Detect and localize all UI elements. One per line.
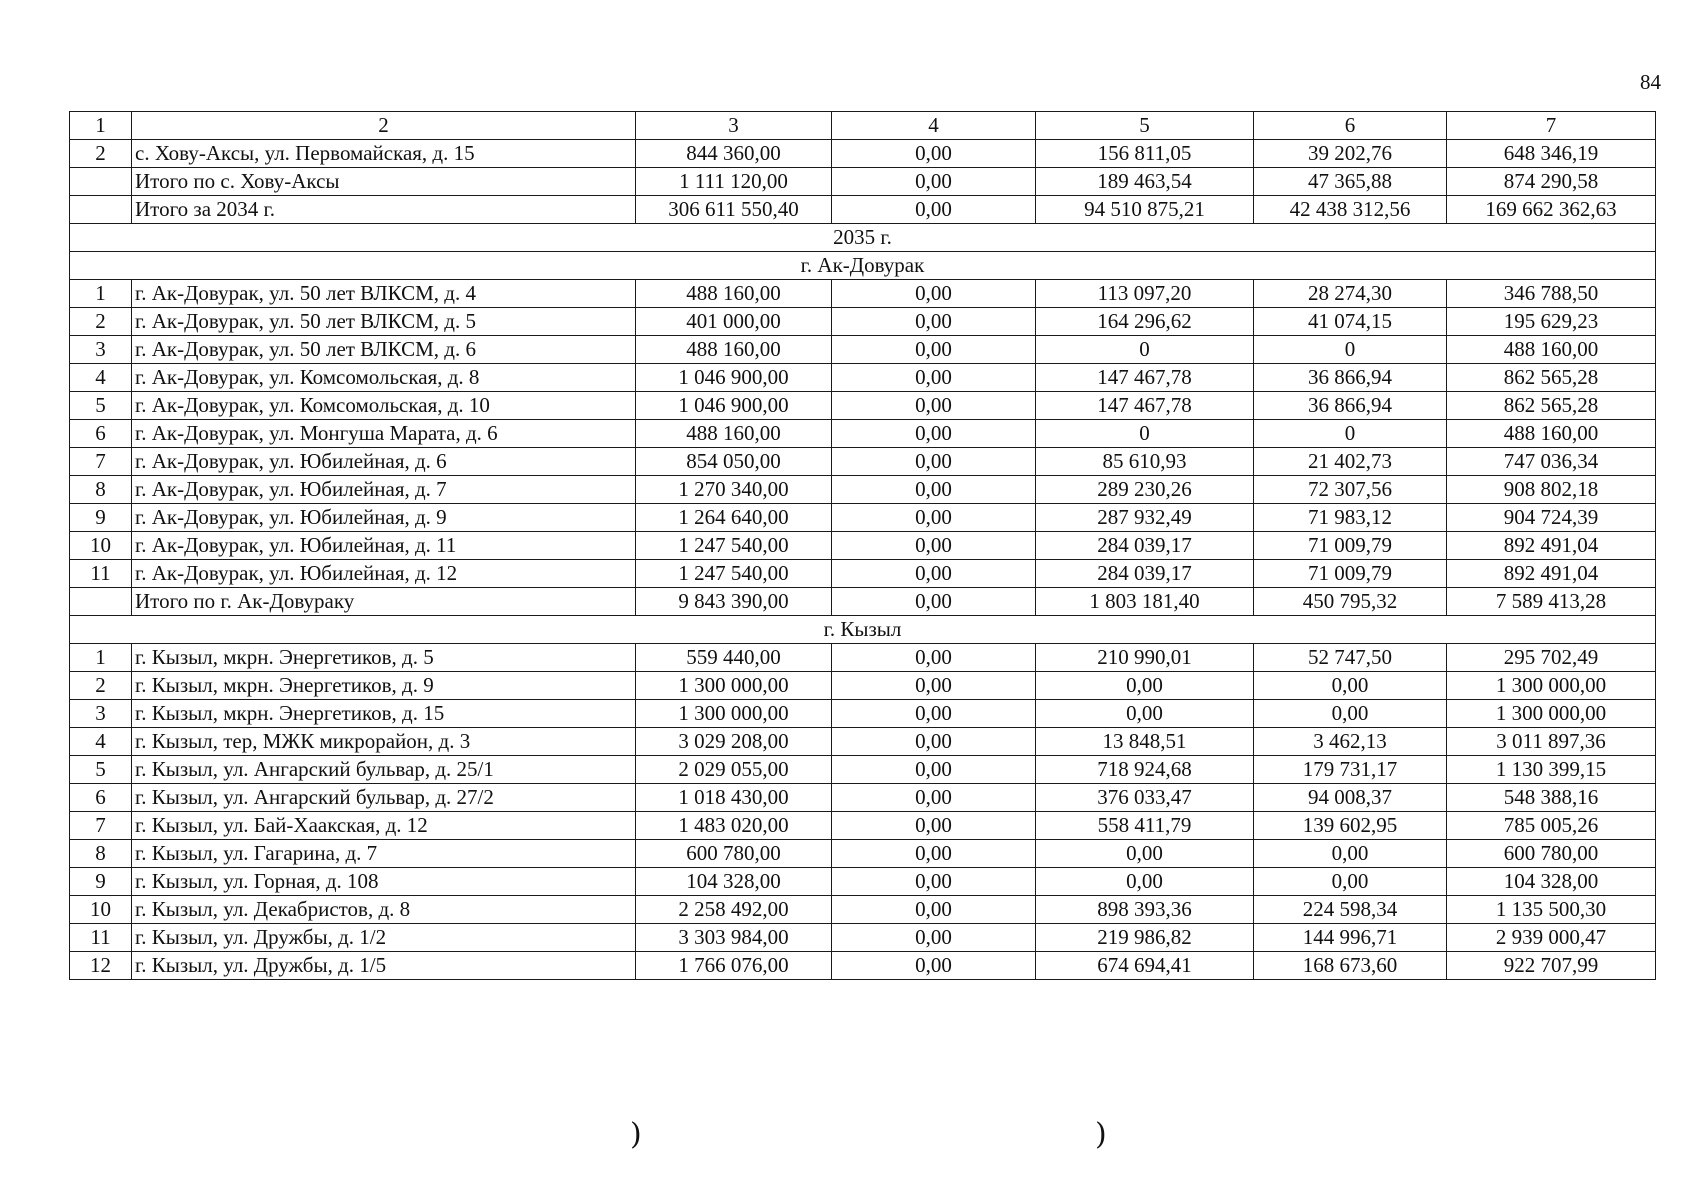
row-number-cell: 2 xyxy=(70,308,132,336)
header-cell-7: 7 xyxy=(1447,112,1656,140)
local-budget-cell: 47 365,88 xyxy=(1254,168,1447,196)
address-cell: г. Ак-Довурак, ул. 50 лет ВЛКСМ, д. 4 xyxy=(132,280,636,308)
section-title: г. Кызыл xyxy=(70,616,1656,644)
row-number-cell: 5 xyxy=(70,392,132,420)
local-budget-cell: 71 009,79 xyxy=(1254,532,1447,560)
fund-cell: 0,00 xyxy=(832,812,1036,840)
row-number-cell: 1 xyxy=(70,644,132,672)
total-cost-cell: 488 160,00 xyxy=(636,336,832,364)
owners-cell: 892 491,04 xyxy=(1447,560,1656,588)
budget-cell: 898 393,36 xyxy=(1036,896,1254,924)
total-cost-cell: 1 247 540,00 xyxy=(636,560,832,588)
local-budget-cell: 0,00 xyxy=(1254,700,1447,728)
address-cell: г. Ак-Довурак, ул. Юбилейная, д. 11 xyxy=(132,532,636,560)
row-number-cell: 6 xyxy=(70,784,132,812)
address-cell: г. Кызыл, ул. Ангарский бульвар, д. 25/1 xyxy=(132,756,636,784)
total-cost-cell: 1 270 340,00 xyxy=(636,476,832,504)
total-cost-cell: 3 303 984,00 xyxy=(636,924,832,952)
table-body xyxy=(70,140,1656,980)
table-row xyxy=(70,728,1656,756)
address-cell: г. Кызыл, мкрн. Энергетиков, д. 9 xyxy=(132,672,636,700)
budget-cell: 0,00 xyxy=(1036,700,1254,728)
budget-cell: 0,00 xyxy=(1036,672,1254,700)
table-row xyxy=(70,560,1656,588)
fund-cell: 0,00 xyxy=(832,952,1036,980)
owners-cell: 862 565,28 xyxy=(1447,392,1656,420)
row-number-cell: 9 xyxy=(70,504,132,532)
owners-cell: 346 788,50 xyxy=(1447,280,1656,308)
address-cell: г. Ак-Довурак, ул. Комсомольская, д. 8 xyxy=(132,364,636,392)
budget-cell: 189 463,54 xyxy=(1036,168,1254,196)
address-cell: г. Кызыл, мкрн. Энергетиков, д. 15 xyxy=(132,700,636,728)
address-cell: г. Ак-Довурак, ул. Юбилейная, д. 6 xyxy=(132,448,636,476)
budget-cell: 1 803 181,40 xyxy=(1036,588,1254,616)
owners-cell: 922 707,99 xyxy=(1447,952,1656,980)
total-cost-cell: 1 046 900,00 xyxy=(636,364,832,392)
local-budget-cell: 3 462,13 xyxy=(1254,728,1447,756)
budget-cell: 289 230,26 xyxy=(1036,476,1254,504)
total-cost-cell: 401 000,00 xyxy=(636,308,832,336)
total-cost-cell: 9 843 390,00 xyxy=(636,588,832,616)
address-cell: г. Кызыл, тер, МЖК микрорайон, д. 3 xyxy=(132,728,636,756)
local-budget-cell: 450 795,32 xyxy=(1254,588,1447,616)
table-row xyxy=(70,952,1656,980)
local-budget-cell: 28 274,30 xyxy=(1254,280,1447,308)
fund-cell: 0,00 xyxy=(832,924,1036,952)
budget-cell: 0,00 xyxy=(1036,840,1254,868)
total-cost-cell: 1 483 020,00 xyxy=(636,812,832,840)
budget-table xyxy=(69,111,1656,980)
fund-cell: 0,00 xyxy=(832,672,1036,700)
local-budget-cell: 0 xyxy=(1254,420,1447,448)
table-row xyxy=(70,700,1656,728)
table-row xyxy=(70,672,1656,700)
header-cell-4: 4 xyxy=(832,112,1036,140)
section-header-row xyxy=(70,224,1656,252)
local-budget-cell: 0,00 xyxy=(1254,840,1447,868)
address-cell: г. Кызыл, ул. Декабристов, д. 8 xyxy=(132,896,636,924)
section-title: г. Ак-Довурак xyxy=(70,252,1656,280)
address-cell: г. Кызыл, ул. Дружбы, д. 1/2 xyxy=(132,924,636,952)
table-row xyxy=(70,840,1656,868)
row-number-cell: 11 xyxy=(70,560,132,588)
budget-cell: 718 924,68 xyxy=(1036,756,1254,784)
header-cell-1: 1 xyxy=(70,112,132,140)
row-number-cell: 4 xyxy=(70,728,132,756)
total-cost-cell: 104 328,00 xyxy=(636,868,832,896)
row-number-cell: 12 xyxy=(70,952,132,980)
owners-cell: 785 005,26 xyxy=(1447,812,1656,840)
table-row xyxy=(70,644,1656,672)
budget-cell: 674 694,41 xyxy=(1036,952,1254,980)
fund-cell: 0,00 xyxy=(832,140,1036,168)
row-number-cell: 3 xyxy=(70,336,132,364)
fund-cell: 0,00 xyxy=(832,476,1036,504)
fund-cell: 0,00 xyxy=(832,392,1036,420)
fund-cell: 0,00 xyxy=(832,700,1036,728)
fund-cell: 0,00 xyxy=(832,644,1036,672)
address-cell: г. Ак-Довурак, ул. 50 лет ВЛКСМ, д. 5 xyxy=(132,308,636,336)
fund-cell: 0,00 xyxy=(832,168,1036,196)
local-budget-cell: 0,00 xyxy=(1254,868,1447,896)
header-cell-2: 2 xyxy=(132,112,636,140)
budget-cell: 210 990,01 xyxy=(1036,644,1254,672)
address-cell: г. Кызыл, ул. Гагарина, д. 7 xyxy=(132,840,636,868)
table-row xyxy=(70,476,1656,504)
owners-cell: 600 780,00 xyxy=(1447,840,1656,868)
owners-cell: 862 565,28 xyxy=(1447,364,1656,392)
local-budget-cell: 0 xyxy=(1254,336,1447,364)
total-cost-cell: 488 160,00 xyxy=(636,420,832,448)
table-row xyxy=(70,168,1656,196)
row-number-cell: 7 xyxy=(70,448,132,476)
row-number-cell: 3 xyxy=(70,700,132,728)
total-cost-cell: 2 258 492,00 xyxy=(636,896,832,924)
footer-mark-right: ) xyxy=(1095,1117,1107,1152)
address-cell: г. Кызыл, ул. Ангарский бульвар, д. 27/2 xyxy=(132,784,636,812)
total-cost-cell: 1 264 640,00 xyxy=(636,504,832,532)
table-row xyxy=(70,336,1656,364)
address-cell: с. Хову-Аксы, ул. Первомайская, д. 15 xyxy=(132,140,636,168)
address-cell: г. Ак-Довурак, ул. Юбилейная, д. 12 xyxy=(132,560,636,588)
table-row xyxy=(70,504,1656,532)
table-row xyxy=(70,896,1656,924)
budget-cell: 0 xyxy=(1036,336,1254,364)
total-cost-cell: 1 247 540,00 xyxy=(636,532,832,560)
row-number-cell: 4 xyxy=(70,364,132,392)
fund-cell: 0,00 xyxy=(832,588,1036,616)
fund-cell: 0,00 xyxy=(832,868,1036,896)
table-row xyxy=(70,448,1656,476)
address-cell: Итого по с. Хову-Аксы xyxy=(132,168,636,196)
local-budget-cell: 139 602,95 xyxy=(1254,812,1447,840)
row-number-cell: 8 xyxy=(70,840,132,868)
table-row xyxy=(70,280,1656,308)
total-cost-cell: 3 029 208,00 xyxy=(636,728,832,756)
row-number-cell xyxy=(70,196,132,224)
owners-cell: 488 160,00 xyxy=(1447,336,1656,364)
total-cost-cell: 1 300 000,00 xyxy=(636,700,832,728)
fund-cell: 0,00 xyxy=(832,784,1036,812)
table-row xyxy=(70,196,1656,224)
total-cost-cell: 1 766 076,00 xyxy=(636,952,832,980)
page-number: 84 xyxy=(1640,70,1661,94)
table-row xyxy=(70,532,1656,560)
table-row xyxy=(70,924,1656,952)
address-cell: г. Ак-Довурак, ул. Юбилейная, д. 9 xyxy=(132,504,636,532)
total-cost-cell: 854 050,00 xyxy=(636,448,832,476)
local-budget-cell: 42 438 312,56 xyxy=(1254,196,1447,224)
address-cell: г. Кызыл, ул. Горная, д. 108 xyxy=(132,868,636,896)
column-number-header-row xyxy=(70,112,1656,140)
table-row xyxy=(70,784,1656,812)
budget-cell: 284 039,17 xyxy=(1036,532,1254,560)
owners-cell: 169 662 362,63 xyxy=(1447,196,1656,224)
local-budget-cell: 179 731,17 xyxy=(1254,756,1447,784)
address-cell: Итого по г. Ак-Довураку xyxy=(132,588,636,616)
total-cost-cell: 559 440,00 xyxy=(636,644,832,672)
table-row xyxy=(70,420,1656,448)
budget-cell: 147 467,78 xyxy=(1036,392,1254,420)
local-budget-cell: 36 866,94 xyxy=(1254,392,1447,420)
local-budget-cell: 168 673,60 xyxy=(1254,952,1447,980)
owners-cell: 1 300 000,00 xyxy=(1447,672,1656,700)
table-row xyxy=(70,868,1656,896)
address-cell: г. Кызыл, ул. Дружбы, д. 1/5 xyxy=(132,952,636,980)
fund-cell: 0,00 xyxy=(832,280,1036,308)
owners-cell: 1 300 000,00 xyxy=(1447,700,1656,728)
local-budget-cell: 144 996,71 xyxy=(1254,924,1447,952)
table-row xyxy=(70,588,1656,616)
table-row xyxy=(70,308,1656,336)
budget-cell: 0,00 xyxy=(1036,868,1254,896)
budget-cell: 219 986,82 xyxy=(1036,924,1254,952)
table-row xyxy=(70,392,1656,420)
total-cost-cell: 488 160,00 xyxy=(636,280,832,308)
total-cost-cell: 306 611 550,40 xyxy=(636,196,832,224)
row-number-cell: 9 xyxy=(70,868,132,896)
row-number-cell: 2 xyxy=(70,672,132,700)
local-budget-cell: 21 402,73 xyxy=(1254,448,1447,476)
header-cell-3: 3 xyxy=(636,112,832,140)
owners-cell: 195 629,23 xyxy=(1447,308,1656,336)
address-cell: г. Кызыл, мкрн. Энергетиков, д. 5 xyxy=(132,644,636,672)
budget-cell: 156 811,05 xyxy=(1036,140,1254,168)
local-budget-cell: 72 307,56 xyxy=(1254,476,1447,504)
table-row xyxy=(70,812,1656,840)
owners-cell: 1 130 399,15 xyxy=(1447,756,1656,784)
owners-cell: 7 589 413,28 xyxy=(1447,588,1656,616)
budget-cell: 558 411,79 xyxy=(1036,812,1254,840)
budget-cell: 284 039,17 xyxy=(1036,560,1254,588)
address-cell: г. Кызыл, ул. Бай-Хаакская, д. 12 xyxy=(132,812,636,840)
local-budget-cell: 41 074,15 xyxy=(1254,308,1447,336)
total-cost-cell: 1 018 430,00 xyxy=(636,784,832,812)
owners-cell: 3 011 897,36 xyxy=(1447,728,1656,756)
total-cost-cell: 1 046 900,00 xyxy=(636,392,832,420)
local-budget-cell: 0,00 xyxy=(1254,672,1447,700)
fund-cell: 0,00 xyxy=(832,840,1036,868)
row-number-cell: 6 xyxy=(70,420,132,448)
address-cell: г. Ак-Довурак, ул. 50 лет ВЛКСМ, д. 6 xyxy=(132,336,636,364)
table-row xyxy=(70,756,1656,784)
section-header-row xyxy=(70,616,1656,644)
owners-cell: 908 802,18 xyxy=(1447,476,1656,504)
owners-cell: 1 135 500,30 xyxy=(1447,896,1656,924)
local-budget-cell: 94 008,37 xyxy=(1254,784,1447,812)
row-number-cell: 7 xyxy=(70,812,132,840)
local-budget-cell: 52 747,50 xyxy=(1254,644,1447,672)
header-cell-5: 5 xyxy=(1036,112,1254,140)
total-cost-cell: 1 300 000,00 xyxy=(636,672,832,700)
fund-cell: 0,00 xyxy=(832,532,1036,560)
fund-cell: 0,00 xyxy=(832,728,1036,756)
table-row xyxy=(70,364,1656,392)
owners-cell: 488 160,00 xyxy=(1447,420,1656,448)
fund-cell: 0,00 xyxy=(832,336,1036,364)
row-number-cell xyxy=(70,588,132,616)
row-number-cell: 2 xyxy=(70,140,132,168)
fund-cell: 0,00 xyxy=(832,560,1036,588)
owners-cell: 104 328,00 xyxy=(1447,868,1656,896)
section-title: 2035 г. xyxy=(70,224,1656,252)
local-budget-cell: 36 866,94 xyxy=(1254,364,1447,392)
total-cost-cell: 600 780,00 xyxy=(636,840,832,868)
budget-cell: 13 848,51 xyxy=(1036,728,1254,756)
owners-cell: 747 036,34 xyxy=(1447,448,1656,476)
address-cell: Итого за 2034 г. xyxy=(132,196,636,224)
fund-cell: 0,00 xyxy=(832,448,1036,476)
fund-cell: 0,00 xyxy=(832,896,1036,924)
budget-cell: 164 296,62 xyxy=(1036,308,1254,336)
address-cell: г. Ак-Довурак, ул. Монгуша Марата, д. 6 xyxy=(132,420,636,448)
table-row xyxy=(70,140,1656,168)
owners-cell: 892 491,04 xyxy=(1447,532,1656,560)
row-number-cell: 10 xyxy=(70,532,132,560)
footer-mark-left: ) xyxy=(630,1117,642,1152)
address-cell: г. Ак-Довурак, ул. Юбилейная, д. 7 xyxy=(132,476,636,504)
owners-cell: 874 290,58 xyxy=(1447,168,1656,196)
owners-cell: 295 702,49 xyxy=(1447,644,1656,672)
section-header-row xyxy=(70,252,1656,280)
budget-cell: 85 610,93 xyxy=(1036,448,1254,476)
fund-cell: 0,00 xyxy=(832,308,1036,336)
owners-cell: 548 388,16 xyxy=(1447,784,1656,812)
local-budget-cell: 71 009,79 xyxy=(1254,560,1447,588)
owners-cell: 2 939 000,47 xyxy=(1447,924,1656,952)
row-number-cell: 1 xyxy=(70,280,132,308)
fund-cell: 0,00 xyxy=(832,504,1036,532)
local-budget-cell: 224 598,34 xyxy=(1254,896,1447,924)
budget-cell: 0 xyxy=(1036,420,1254,448)
budget-cell: 113 097,20 xyxy=(1036,280,1254,308)
address-cell: г. Ак-Довурак, ул. Комсомольская, д. 10 xyxy=(132,392,636,420)
row-number-cell: 11 xyxy=(70,924,132,952)
total-cost-cell: 844 360,00 xyxy=(636,140,832,168)
header-cell-6: 6 xyxy=(1254,112,1447,140)
fund-cell: 0,00 xyxy=(832,196,1036,224)
local-budget-cell: 71 983,12 xyxy=(1254,504,1447,532)
fund-cell: 0,00 xyxy=(832,364,1036,392)
owners-cell: 904 724,39 xyxy=(1447,504,1656,532)
total-cost-cell: 2 029 055,00 xyxy=(636,756,832,784)
budget-cell: 147 467,78 xyxy=(1036,364,1254,392)
budget-cell: 287 932,49 xyxy=(1036,504,1254,532)
total-cost-cell: 1 111 120,00 xyxy=(636,168,832,196)
row-number-cell: 10 xyxy=(70,896,132,924)
fund-cell: 0,00 xyxy=(832,420,1036,448)
local-budget-cell: 39 202,76 xyxy=(1254,140,1447,168)
row-number-cell xyxy=(70,168,132,196)
owners-cell: 648 346,19 xyxy=(1447,140,1656,168)
row-number-cell: 5 xyxy=(70,756,132,784)
row-number-cell: 8 xyxy=(70,476,132,504)
budget-cell: 376 033,47 xyxy=(1036,784,1254,812)
fund-cell: 0,00 xyxy=(832,756,1036,784)
budget-cell: 94 510 875,21 xyxy=(1036,196,1254,224)
